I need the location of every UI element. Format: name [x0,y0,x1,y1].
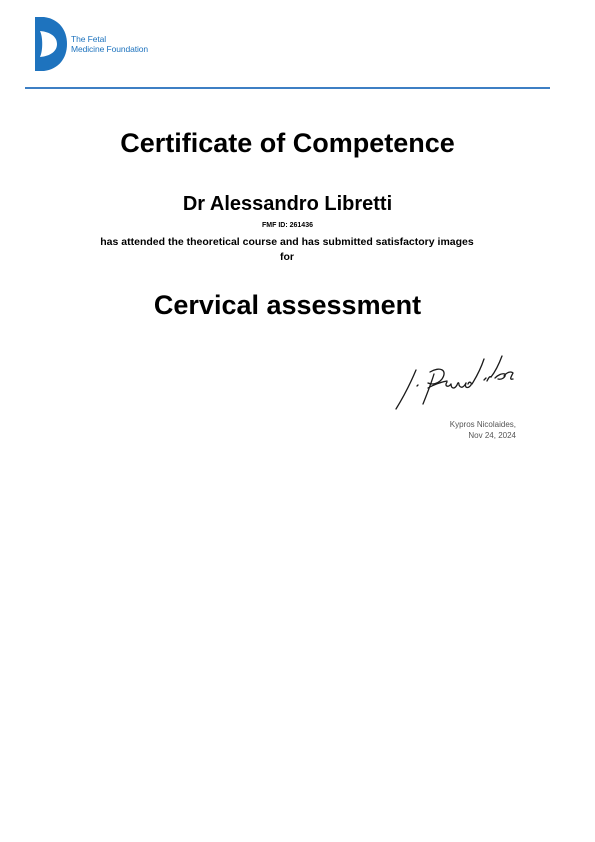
attendance-statement: has attended the theoretical course and has submitted satisfactory images for [100,236,474,263]
signer-name: Kypros Nicolaides, [449,420,516,429]
handwritten-signature [392,350,517,412]
certificate-title: Certificate of Competence [120,128,455,158]
signature-date: Nov 24, 2024 [468,431,516,440]
fmf-logo [33,17,148,71]
recipient-name: Dr Alessandro Libretti [182,193,393,215]
course-name: Cervical assessment [153,290,422,320]
fmf-id: FMF ID: 261436 [262,222,313,229]
fmf-logo-mark-icon [33,17,67,71]
logo-wordmark [71,34,148,54]
logo-text-line2: Medicine Foundation [71,44,149,54]
logo-text-line1: The Fetal [71,34,107,44]
header-divider [25,87,550,89]
signatory-block [450,419,516,441]
